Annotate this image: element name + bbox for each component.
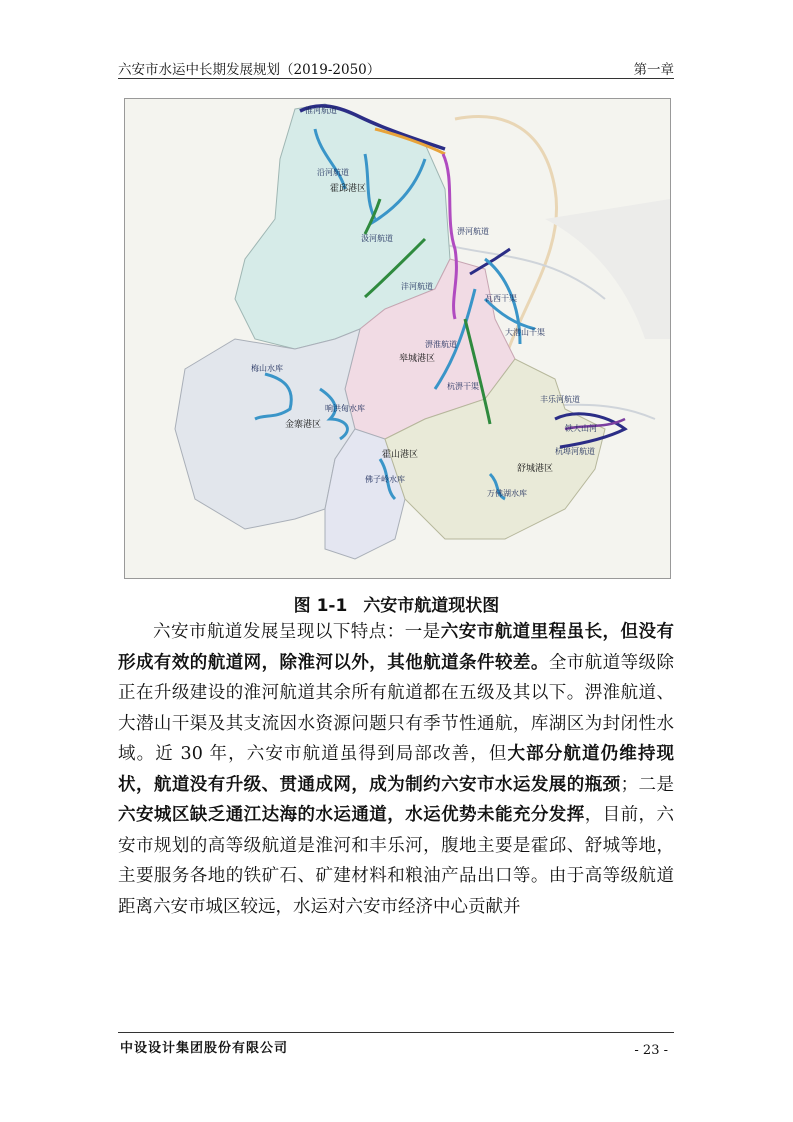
bold-segment: 六安城区缺乏通江达海的水运通道，水运优势未能充分发挥 <box>118 805 585 825</box>
map-label: 淮河航道 <box>305 106 337 115</box>
port-label: 舒城港区 <box>517 464 554 474</box>
map-label: 杭埠河航道 <box>555 447 595 456</box>
port-label: 金寨港区 <box>285 420 322 430</box>
header-title: 六安市水运中长期发展规划（2019-2050） <box>118 62 381 78</box>
port-label: 皋城港区 <box>399 354 436 364</box>
waterway-map <box>124 98 671 579</box>
map-label: 瓦西干渠 <box>485 294 517 303</box>
map-label: 汲河航道 <box>361 234 393 243</box>
map-label: 梅山水库 <box>251 364 283 373</box>
bold-segment: 六安市航道里程虽长，但没有形成有效的航道网，除淮河以外，其他航道条件较差。 <box>118 622 675 673</box>
bold-segment: 大部分航道仍维持现状，航道没有升级、贯通成网，成为制约六安市水运发展的瓶颈 <box>118 744 674 795</box>
text-segment: ；二是 <box>620 774 675 795</box>
page-header <box>118 58 674 78</box>
map-label: 佛子岭水库 <box>365 475 405 484</box>
text-segment: 六安市航道发展呈现以下特点：一是 <box>153 622 441 642</box>
map-label: 淠河航道 <box>457 227 489 236</box>
map-label: 大潜山干渠 <box>505 328 545 337</box>
footer-divider <box>118 1032 674 1033</box>
map-label: 响洪甸水库 <box>325 404 365 413</box>
map-label: 沿河航道 <box>317 168 349 177</box>
header-chapter: 第一章 <box>633 62 674 78</box>
figure-number: 图 1-1 <box>293 596 348 616</box>
map-label: 杭淠干渠 <box>447 382 479 391</box>
map-graphic <box>125 99 670 578</box>
map-label: 万佛湖水库 <box>487 489 527 498</box>
company-name: 中设设计集团股份有限公司 <box>120 1041 289 1056</box>
map-label: 丰乐河航道 <box>540 395 580 404</box>
page-number: - 23 - <box>634 1043 668 1058</box>
figure-title: 六安市航道现状图 <box>363 596 500 616</box>
header-divider <box>118 78 674 79</box>
port-label: 霍山港区 <box>382 450 419 460</box>
port-label: 霍邱港区 <box>330 184 367 194</box>
map-label: 沣河航道 <box>401 282 433 291</box>
map-label: 淠淮航道 <box>425 340 457 349</box>
text-segment: 全市航道等级除正在升级建设的淮河航道其余所有航道都在五级及其以下。淠淮航道、大潜山干渠及其支流因水资源问题只有季节性通航，库湖区为封闭性水域。近 30 年，六安市航道虽得到局部改善，但 <box>118 652 675 764</box>
figure-caption <box>0 591 793 616</box>
text-segment: ，目前，六安市规划的高等级航道是淮河和丰乐河，腹地主要是霍邱、舒城等地，主要服务各地的铁矿石、矿建材料和粮油产品出口等。由于高等级航道距离六安市城区较远，水运对六安市经济中心贡献并 <box>118 805 675 917</box>
body-paragraph <box>118 617 674 922</box>
map-label: 铁大山河 <box>565 424 597 433</box>
